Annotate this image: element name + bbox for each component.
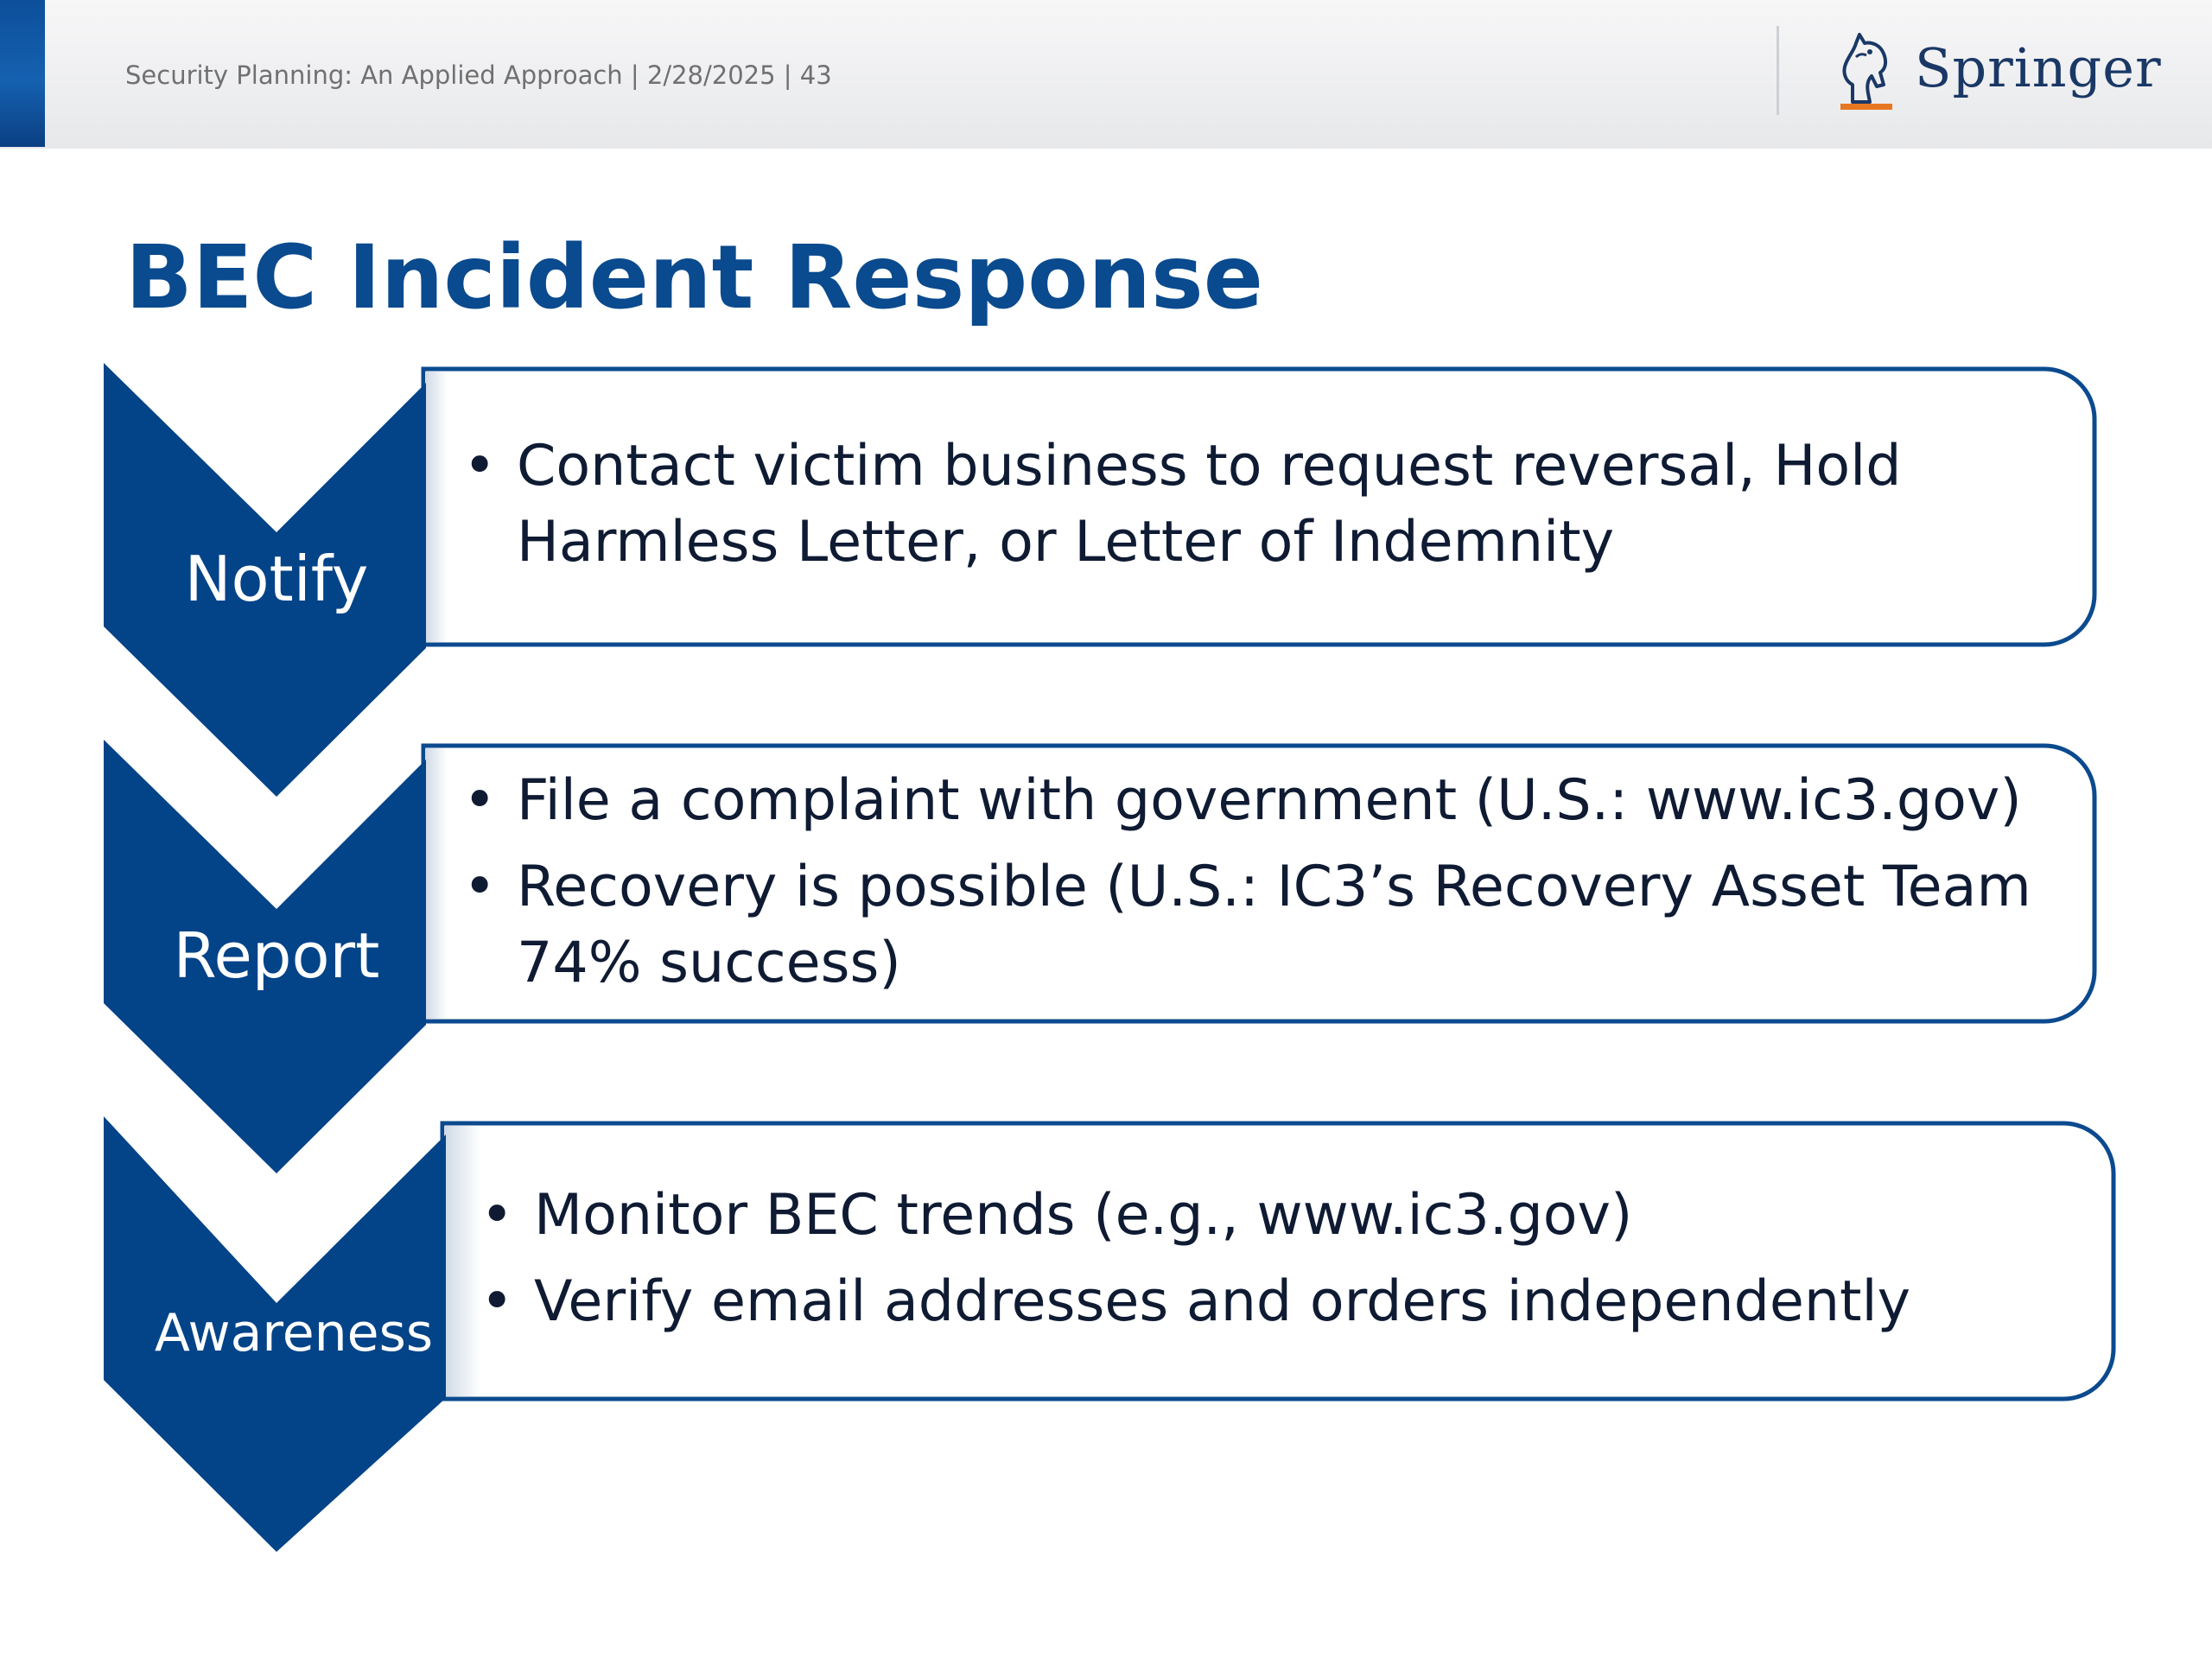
bullet-line: • Monitor BEC trends (e.g., www.ic3.gov): [534, 1183, 1633, 1248]
bullet-item: [480, 1178, 1910, 1254]
slide-title: BEC Incident Response: [125, 226, 1263, 329]
notify-card-edge-shade: [425, 372, 448, 642]
awareness-card-edge-shade: [444, 1126, 480, 1396]
bullet-line: • Verify email addresses and orders independently: [534, 1269, 1911, 1334]
header-footer-text: Security Planning: An Applied Approach | 2/28/2025 | 43: [125, 60, 832, 90]
step-label-awareness: Awareness: [154, 1303, 434, 1363]
step-label-notify: Notify: [184, 543, 369, 615]
report-card-text: [463, 763, 2031, 1001]
springer-wordmark: Springer: [1915, 36, 2162, 99]
notify-card-text: [463, 429, 1901, 581]
bullet-line: 74% success): [517, 931, 901, 995]
step-label-report: Report: [173, 919, 380, 992]
bullet-item: [480, 1264, 1910, 1340]
bullet-line: • File a complaint with government (U.S.: www.ic3.gov): [517, 768, 2022, 833]
report-card-edge-shade: [425, 748, 448, 1019]
awareness-card-text: [480, 1178, 1910, 1340]
bullet-line: • Contact victim business to request reversal, Hold: [517, 434, 1902, 499]
bullet-item: [463, 429, 1901, 581]
bullet-item: [463, 763, 2031, 839]
bullet-item: [463, 849, 2031, 1001]
bullet-line: Harmless Letter, or Letter of Indemnity: [517, 510, 1615, 575]
bullet-line: • Recovery is possible (U.S.: IC3’s Recovery Asset Team: [517, 855, 2031, 919]
